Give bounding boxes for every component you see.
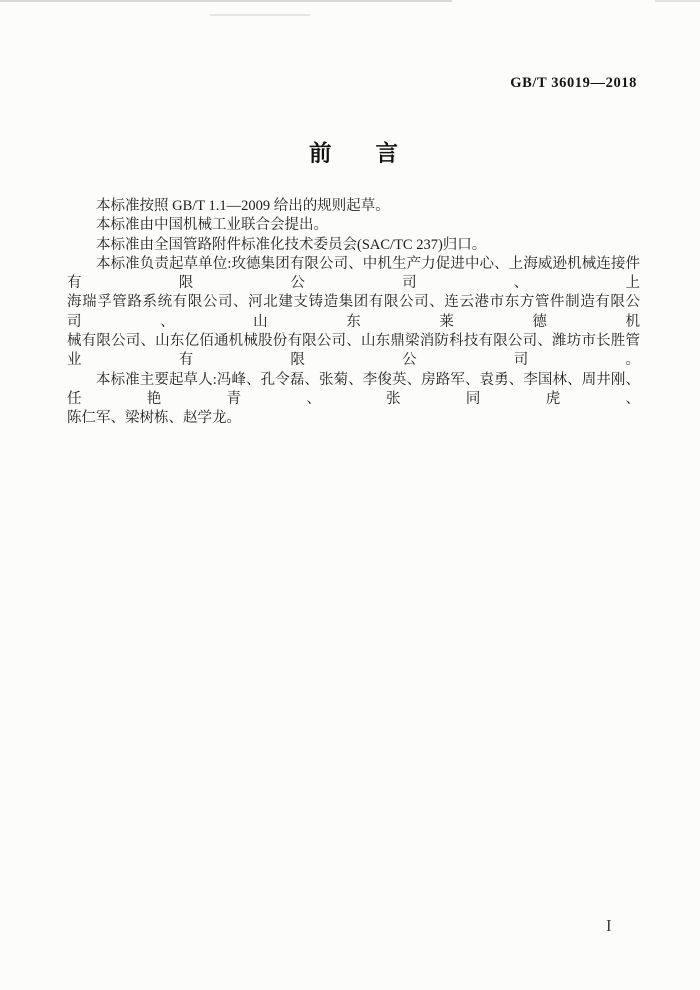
page-title: 前言 bbox=[308, 141, 442, 166]
foreword-line: 本标准由全国管路附件标准化技术委员会(SAC/TC 237)归口。 bbox=[96, 236, 487, 253]
foreword-line: 海瑞孚管路系统有限公司、河北建支铸造集团有限公司、连云港市东方管件制造有限公司、山东莱德机 bbox=[67, 294, 640, 330]
page-number: I bbox=[606, 916, 612, 935]
title-row bbox=[67, 136, 640, 168]
standard-number: GB/T 36019—2018 bbox=[510, 75, 637, 91]
foreword-line: 械有限公司、山东亿佰通机械股份有限公司、山东鼎梁消防科技有限公司、潍坊市长胜管业有限公司。 bbox=[67, 333, 640, 369]
foreword-line: 本标准主要起草人:冯峰、孔令磊、张菊、李俊英、房路军、袁勇、李国林、周井刚、任艳青、张同虎、 bbox=[67, 371, 640, 407]
foreword-line: 本标准负责起草单位:玫德集团有限公司、中机生产力促进中心、上海威逊机械连接件有限公司、上 bbox=[67, 255, 640, 292]
scan-artifact-line bbox=[0, 0, 452, 2]
foreword-line: 本标准按照 GB/T 1.1—2009 给出的规则起草。 bbox=[96, 198, 390, 214]
scan-artifact-line bbox=[655, 0, 700, 2]
foreword-body bbox=[67, 197, 640, 429]
foreword-line: 本标准由中国机械工业联合会提出。 bbox=[96, 217, 328, 234]
foreword-line: 陈仁军、梁树栋、赵学龙。 bbox=[67, 410, 241, 427]
scan-artifact-smudge bbox=[210, 14, 310, 16]
